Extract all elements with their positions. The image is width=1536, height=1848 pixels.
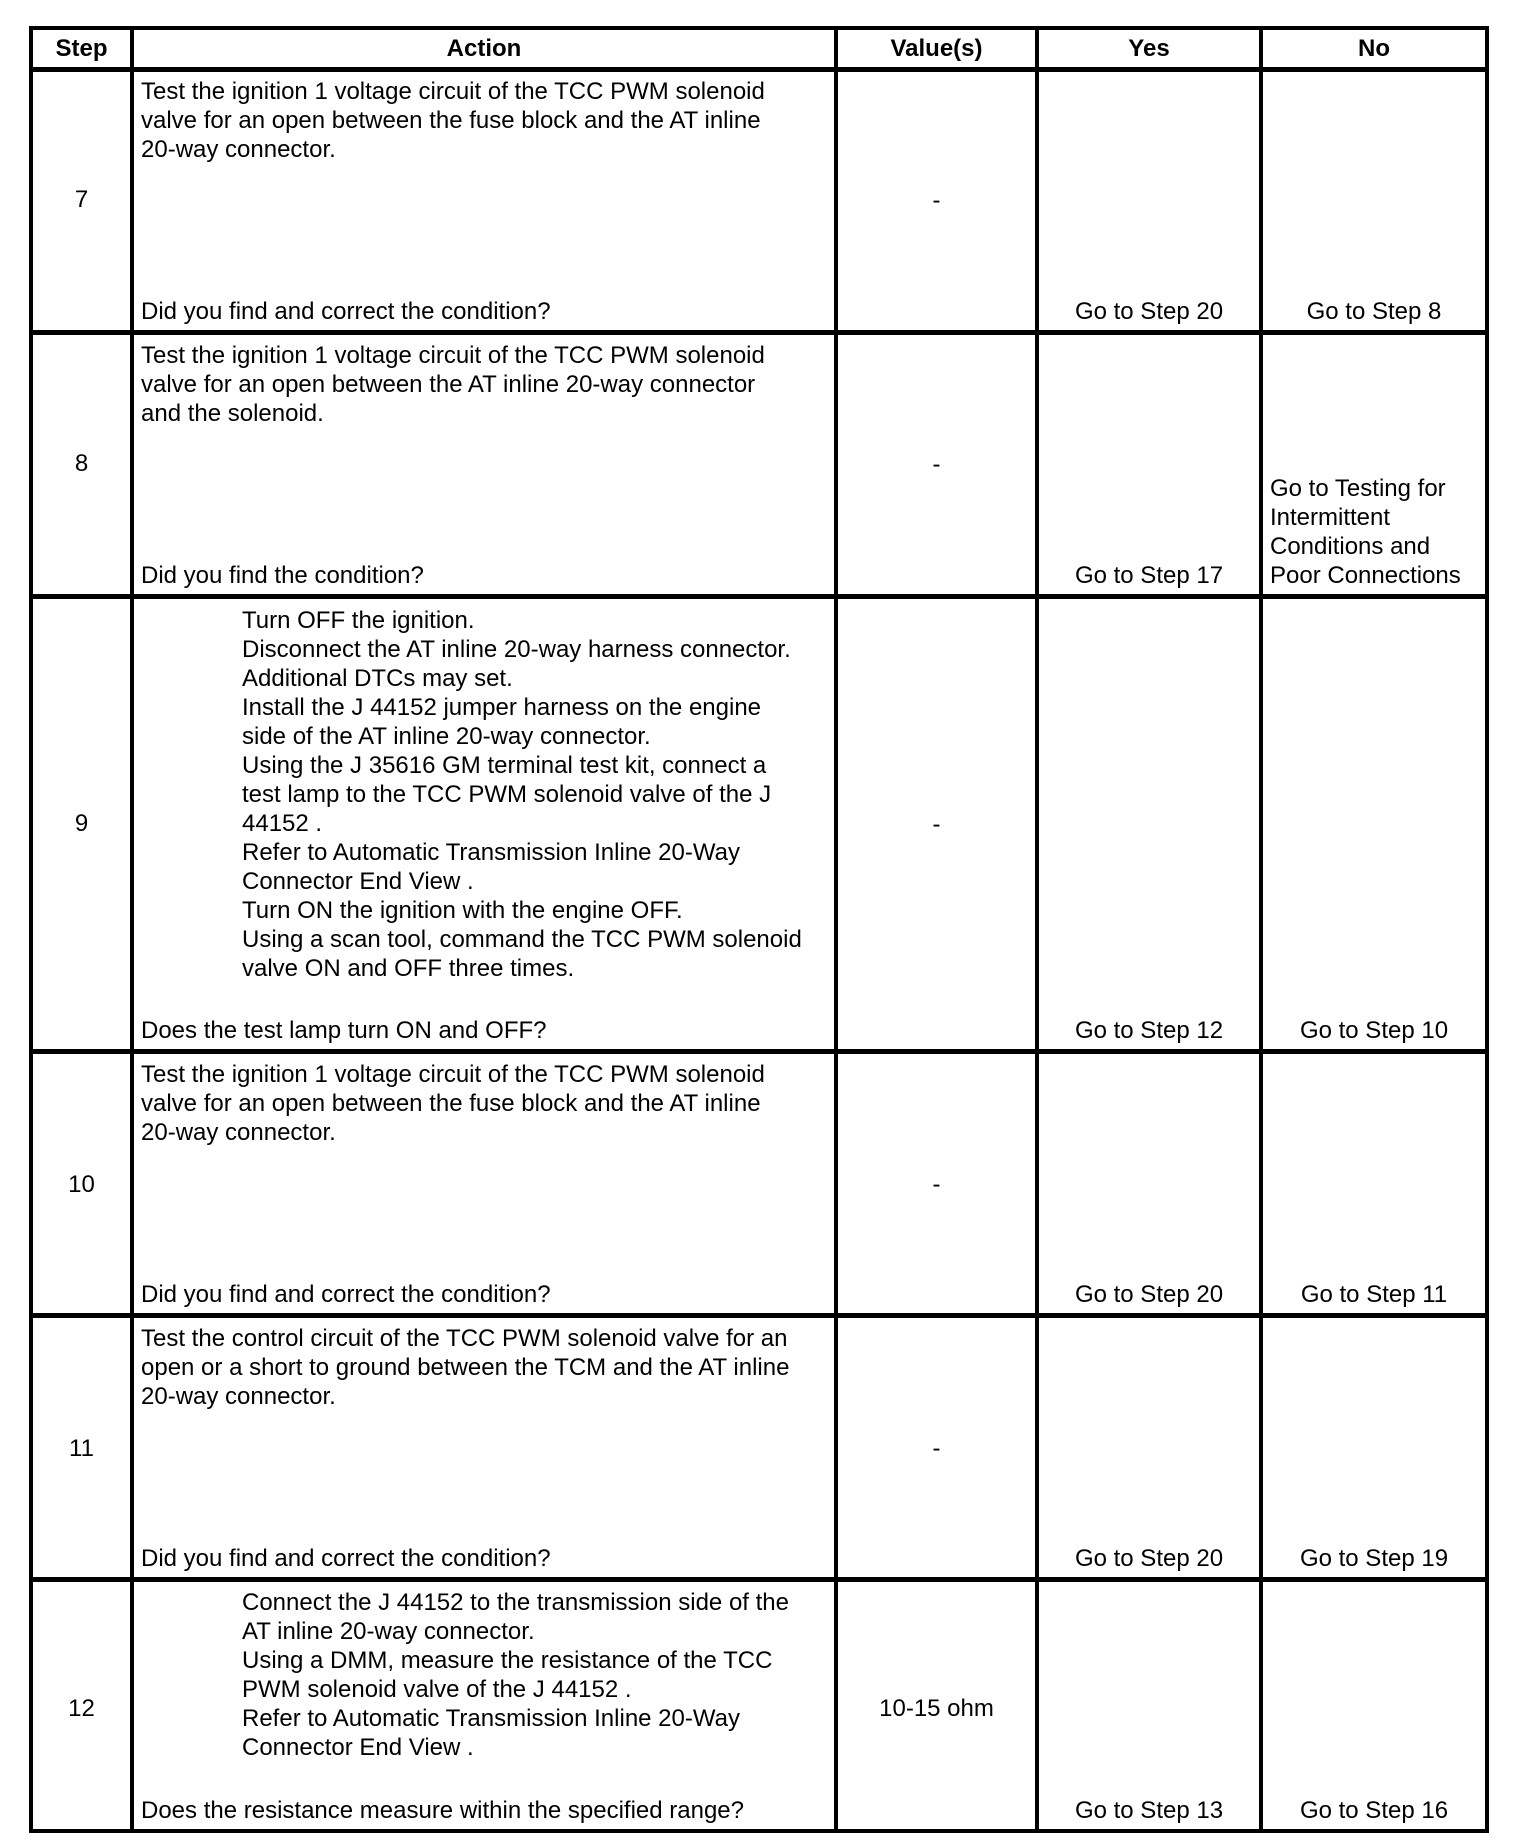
action-line: 20-way connector. <box>141 1119 336 1146</box>
action-line: valve ON and OFF three times. <box>242 955 575 982</box>
action-line: Using a scan tool, command the TCC PWM solenoid <box>242 926 802 953</box>
action-line: Install the J 44152 jumper harness on the engine <box>242 694 762 721</box>
action-line: side of the AT inline 20-way connector. <box>242 723 651 750</box>
column-divider <box>834 30 838 1829</box>
row-divider <box>33 594 1485 599</box>
no-line: Intermittent <box>1270 504 1391 531</box>
action-question: Did you find and correct the condition? <box>141 298 551 325</box>
step-number: 10 <box>68 1171 95 1198</box>
step-number: 11 <box>69 1435 94 1462</box>
action-line: 20-way connector. <box>141 136 336 163</box>
action-question: Does the test lamp turn ON and OFF? <box>141 1017 547 1044</box>
action-line: valve for an open between the fuse block and the AT inline <box>141 1090 761 1117</box>
action-question: Did you find and correct the condition? <box>141 1281 551 1308</box>
action-line: Connect the J 44152 to the transmission side of the <box>242 1589 789 1616</box>
yes-cell: Go to Step 20 <box>1074 298 1224 325</box>
no-cell <box>1270 474 1485 590</box>
action-line: Using a DMM, measure the resistance of the TCC <box>242 1647 773 1674</box>
no-cell: Go to Step 16 <box>1299 1797 1449 1824</box>
step-number: 8 <box>74 450 89 477</box>
no-cell: Go to Step 8 <box>1306 298 1442 325</box>
action-line: Using the J 35616 GM terminal test kit, connect a <box>242 752 767 779</box>
yes-cell: Go to Step 20 <box>1074 1545 1224 1572</box>
action-line: Test the ignition 1 voltage circuit of the TCC PWM solenoid <box>141 342 765 369</box>
value-cell: - <box>932 1171 941 1198</box>
yes-cell: Go to Step 17 <box>1074 562 1224 589</box>
action-line: Connector End View . <box>242 1734 474 1761</box>
action-question: Did you find and correct the condition? <box>141 1545 551 1572</box>
value-cell: - <box>932 811 941 838</box>
action-line: Disconnect the AT inline 20-way harness connector. <box>242 636 791 663</box>
action-line: valve for an open between the AT inline 20-way connector <box>141 371 756 398</box>
action-line: Test the ignition 1 voltage circuit of the TCC PWM solenoid <box>141 1061 765 1088</box>
yes-cell: Go to Step 12 <box>1074 1017 1224 1044</box>
header-no: No <box>1358 35 1390 62</box>
action-line: open or a short to ground between the TCM and the AT inline <box>141 1354 790 1381</box>
header-yes: Yes <box>1128 35 1170 62</box>
action-line: PWM solenoid valve of the J 44152 . <box>242 1676 632 1703</box>
value-cell: - <box>932 1435 941 1462</box>
step-number: 9 <box>74 810 89 837</box>
header-values: Value(s) <box>890 35 983 62</box>
no-cell: Go to Step 10 <box>1299 1017 1449 1044</box>
action-line: and the solenoid. <box>141 400 324 427</box>
action-text <box>141 341 831 428</box>
value-cell: 10-15 ohm <box>879 1695 994 1722</box>
action-line: Turn ON the ignition with the engine OFF. <box>242 897 683 924</box>
action-line: Connector End View . <box>242 868 474 895</box>
no-line: Go to Testing for <box>1270 475 1446 502</box>
action-line: 44152 . <box>242 810 323 837</box>
action-text <box>141 1060 831 1147</box>
row-divider <box>33 1577 1485 1582</box>
action-text <box>242 606 832 983</box>
no-cell: Go to Step 19 <box>1299 1545 1449 1572</box>
yes-cell: Go to Step 20 <box>1074 1281 1224 1308</box>
step-number: 12 <box>68 1695 95 1722</box>
action-line: 20-way connector. <box>141 1383 336 1410</box>
action-line: Test the ignition 1 voltage circuit of the TCC PWM solenoid <box>141 78 765 105</box>
action-question: Did you find the condition? <box>141 562 424 589</box>
row-divider <box>33 1049 1485 1054</box>
action-line: AT inline 20-way connector. <box>242 1618 535 1645</box>
action-line: Test the control circuit of the TCC PWM solenoid valve for an <box>141 1325 788 1352</box>
step-number: 7 <box>74 186 89 213</box>
header-step: Step <box>55 35 108 62</box>
column-divider <box>130 30 134 1829</box>
row-divider <box>33 330 1485 335</box>
action-line: test lamp to the TCC PWM solenoid valve of the J <box>242 781 772 808</box>
action-line: Refer to Automatic Transmission Inline 20-Way <box>242 1705 740 1732</box>
action-line: valve for an open between the fuse block and the AT inline <box>141 107 761 134</box>
action-question: Does the resistance measure within the specified range? <box>141 1797 744 1824</box>
action-text <box>141 77 831 164</box>
value-cell: - <box>932 187 941 214</box>
action-text <box>141 1324 831 1411</box>
value-cell: - <box>932 451 941 478</box>
header-action: Action <box>446 35 522 62</box>
no-line: Conditions and <box>1270 533 1431 560</box>
action-line: Refer to Automatic Transmission Inline 20-Way <box>242 839 740 866</box>
no-cell: Go to Step 11 <box>1300 1281 1448 1308</box>
action-text <box>242 1588 832 1762</box>
row-divider <box>33 1313 1485 1318</box>
yes-cell: Go to Step 13 <box>1074 1797 1224 1824</box>
action-line: Additional DTCs may set. <box>242 665 513 692</box>
no-line: Poor Connections <box>1270 562 1461 589</box>
diagnostic-table <box>29 26 1489 1833</box>
action-line: Turn OFF the ignition. <box>242 607 475 634</box>
